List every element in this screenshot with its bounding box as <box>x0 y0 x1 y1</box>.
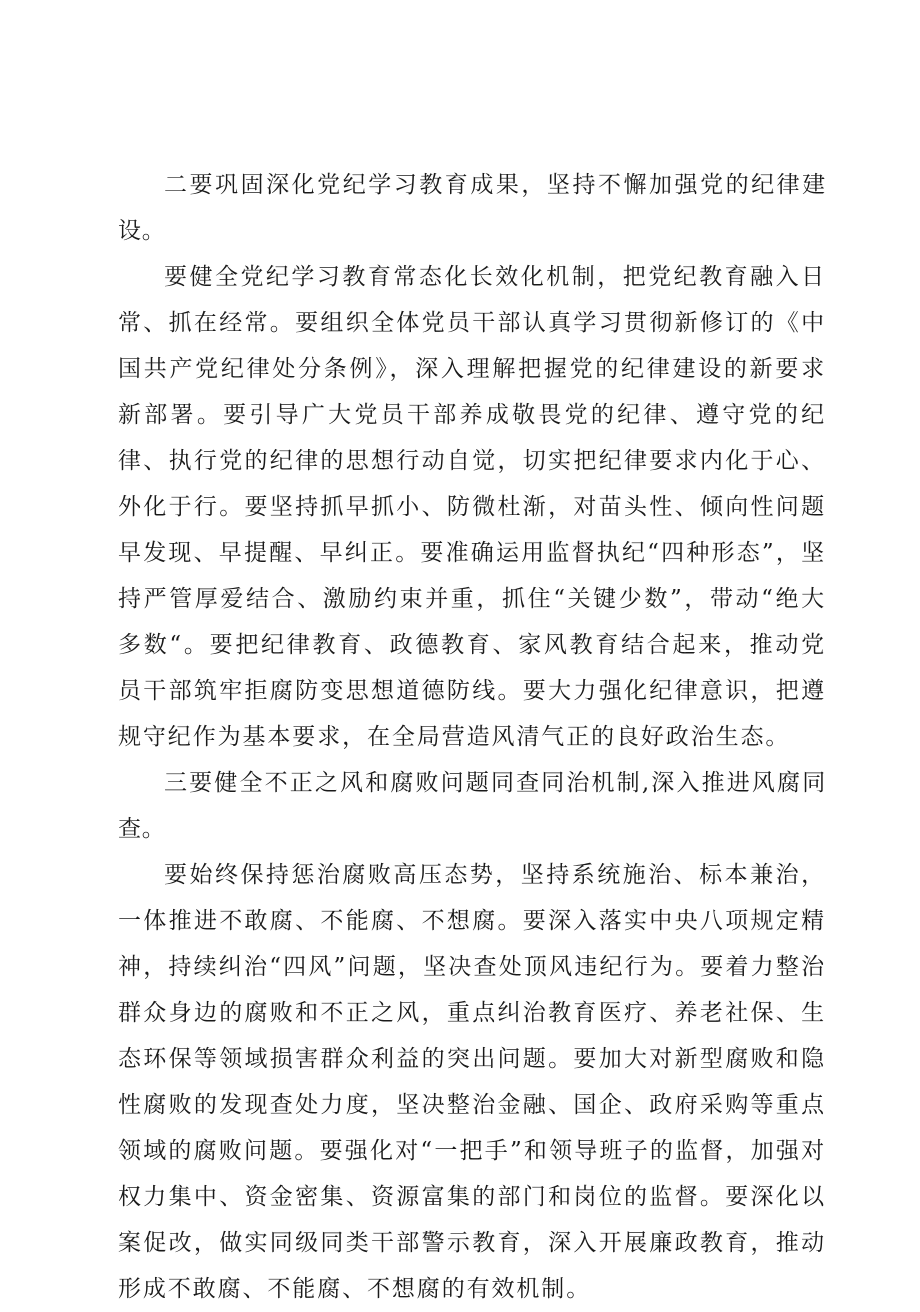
document-body <box>118 162 826 1312</box>
body-paragraph-3: 要始终保持惩治腐败高压态势，坚持系统施治、标本兼治，一体推进不敢腐、不能腐、不想腐。要深入落实中央八项规定精神，持续纠治“四风”问题，坚决查处顶风违纪行为。要着力整治群众身边的腐败和不正之风，重点纠治教育医疗、养老社保、生态环保等领域损害群众利益的突出问题。要加大对新型腐败和隐性腐败的发现查处力度，坚决整治金融、国企、政府采购等重点领域的腐败问题。要强化对“一把手”和领导班子的监督，加强对权力集中、资金密集、资源富集的部门和岗位的监督。要深化以案促改，做实同级同类干部警示教育，深入开展廉政教育，推动形成不敢腐、不能腐、不想腐的有效机制。 <box>118 862 826 1302</box>
section-heading-2: 二要巩固深化党纪学习教育成果，坚持不懈加强党的纪律建设。 <box>118 172 826 244</box>
section-heading-3: 三要健全不正之风和腐败问题同查同治机制,深入推进风腐同查。 <box>118 770 826 842</box>
body-paragraph-2: 要健全党纪学习教育常态化长效化机制，把党纪教育融入日常、抓在经常。要组织全体党员干部认真学习贯彻新修订的《中国共产党纪律处分条例》，深入理解把握党的纪律建设的新要求新部署。要引导广大党员干部养成敬畏党的纪律、遵守党的纪律、执行党的纪律的思想行动自觉，切实把纪律要求内化于心、外化于行。要坚持抓早抓小、防微杜渐，对苗头性、倾向性问题早发现、早提醒、早纠正。要准确运用监督执纪“四种形态”，坚持严管厚爱结合、激励约束并重，抓住“关键少数”，带动“绝大多数“。要把纪律教育、政德教育、家风教育结合起来，推动党员干部筑牢拒腐防变思想道德防线。要大力强化纪律意识，把遵规守纪作为基本要求，在全局营造风清气正的良好政治生态。 <box>118 264 826 750</box>
